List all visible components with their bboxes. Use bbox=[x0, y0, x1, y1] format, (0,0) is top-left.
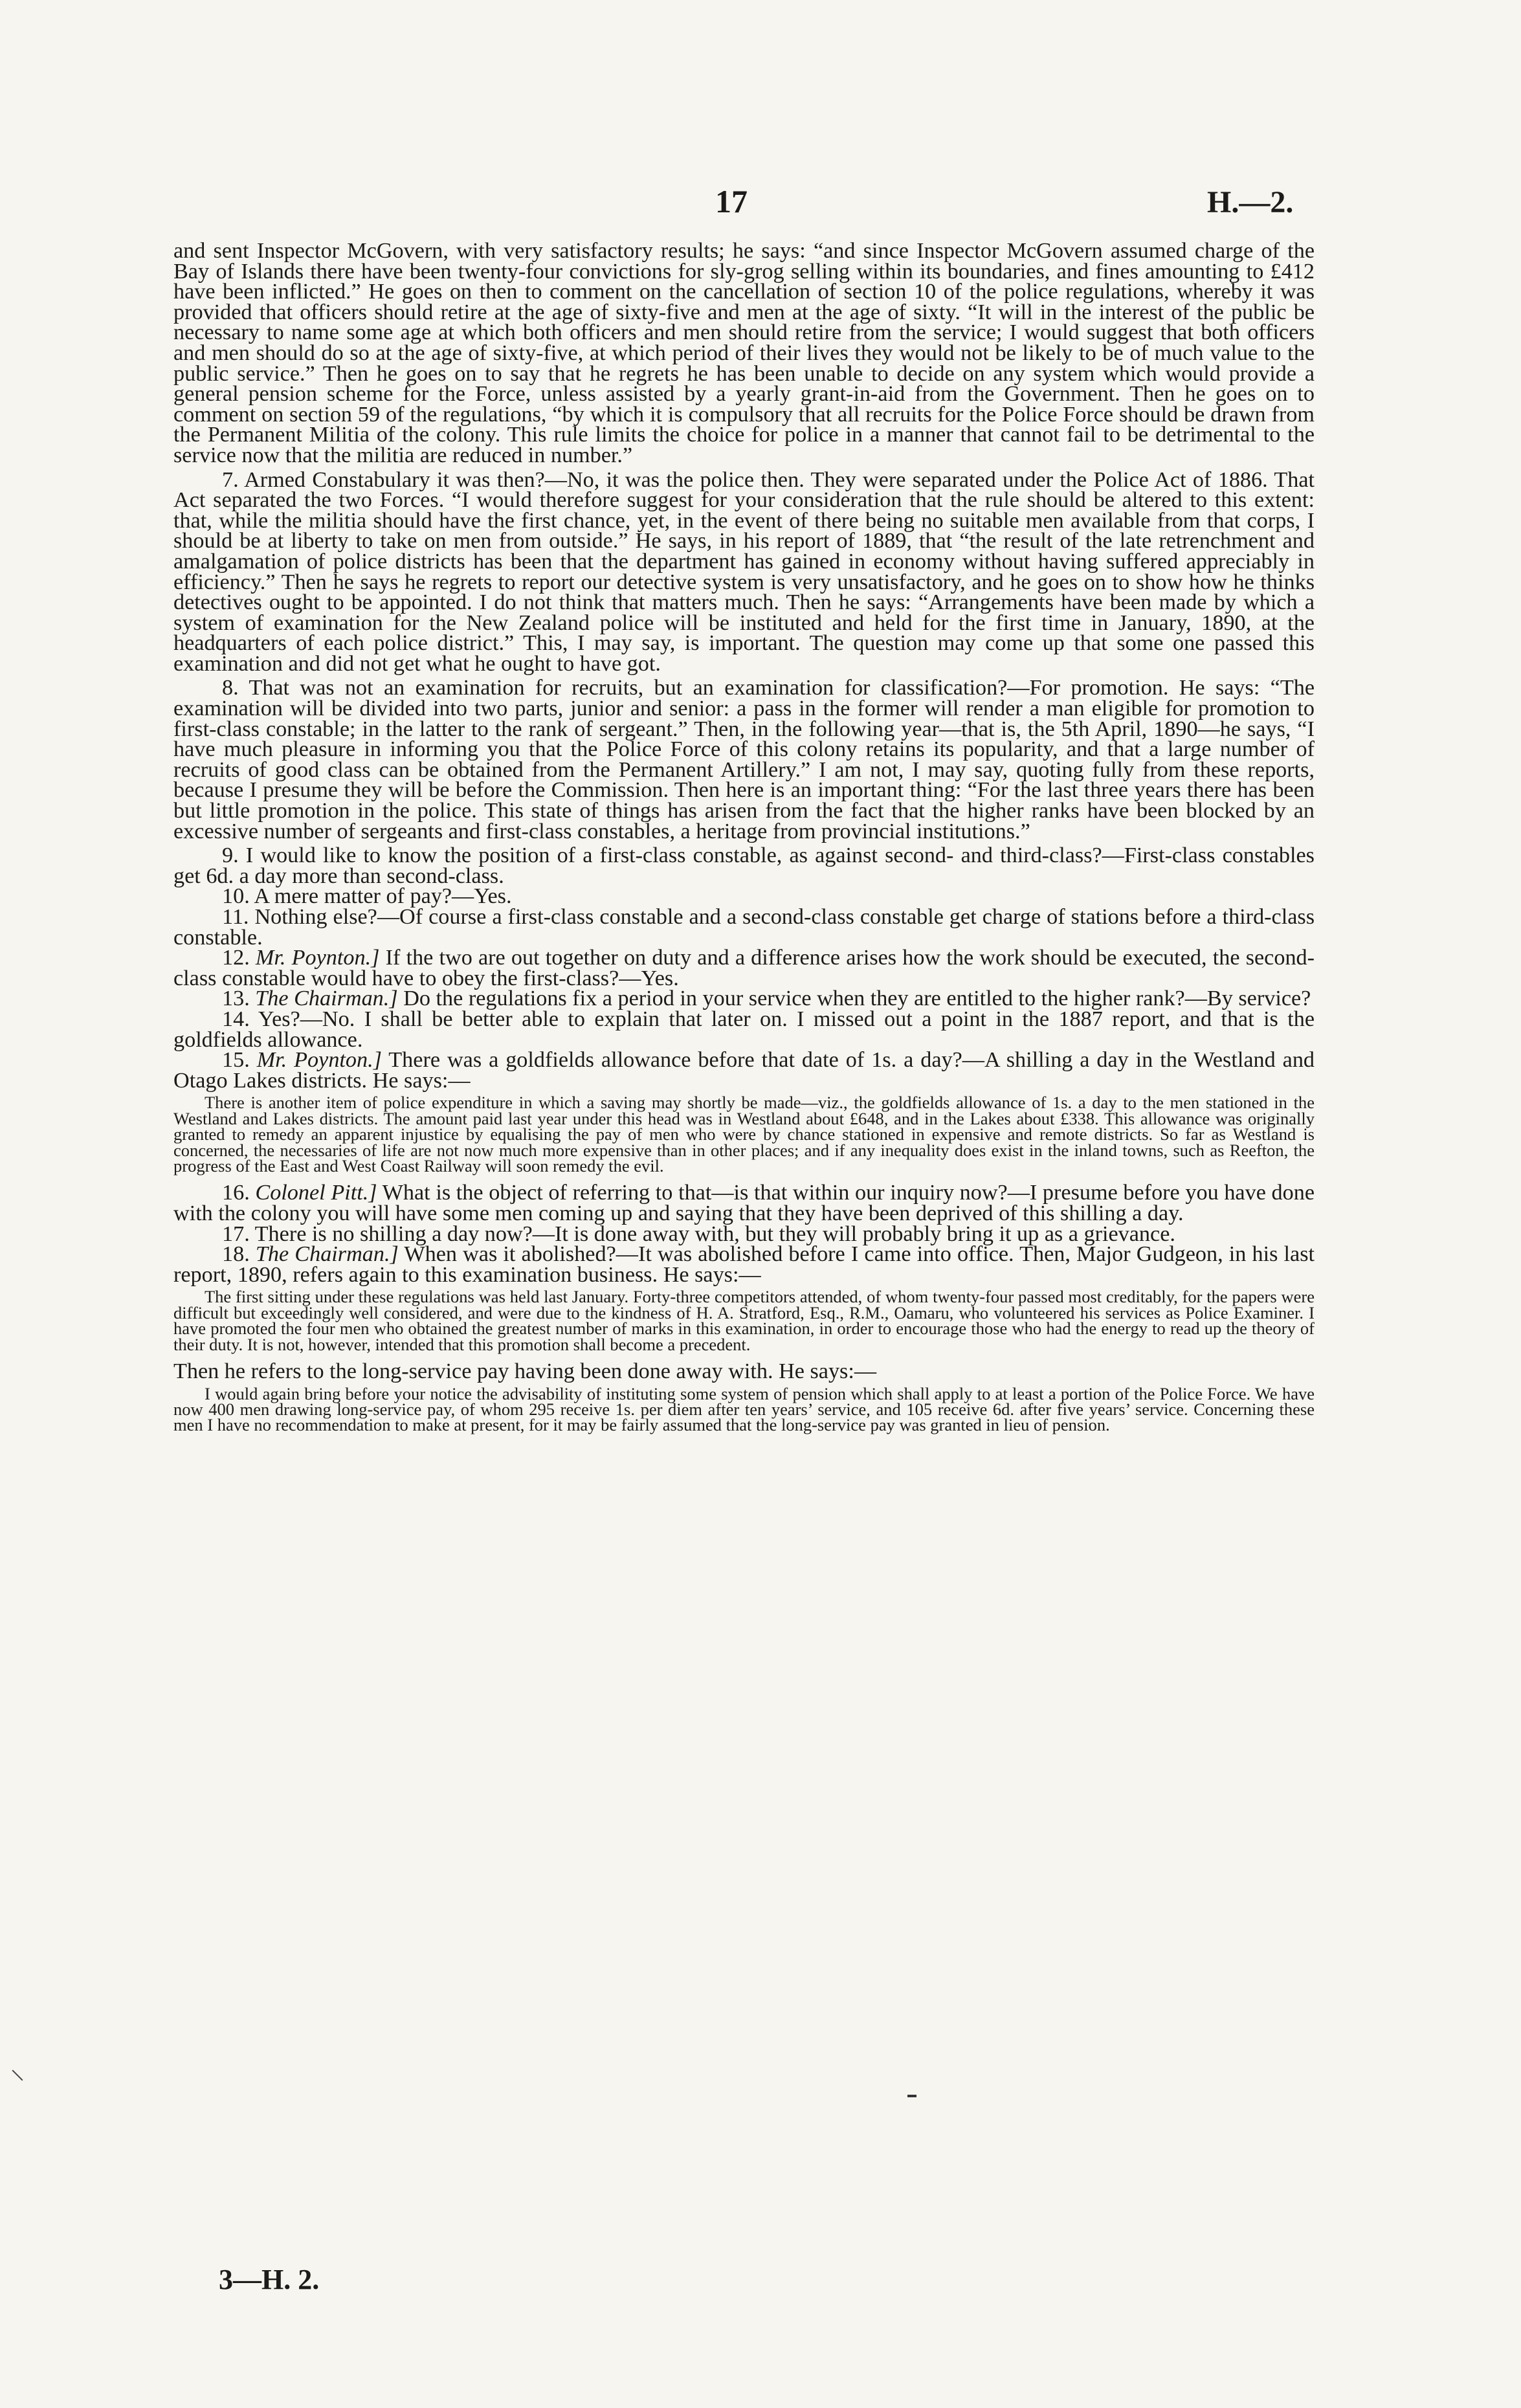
speaker-name: Mr. Poynton.] bbox=[256, 1048, 382, 1073]
margin-mark bbox=[12, 2070, 23, 2081]
dash-mark bbox=[907, 2095, 916, 2097]
paragraph-15 bbox=[173, 1050, 1315, 1091]
quoted-report-goldfields: There is another item of police expenditure in which a saving may shortly be made—viz., the goldfields allowance of 1s. a day to the men stationed in the Westland and Lakes districts. The amount paid last year under this head was in Westland about £648, and in the Lakes about £338. This allowance was originally granted to remedy an apparent injustice by equalising the pay of men who were by chance stationed in expensive and remote districts. So far as Westland is concerned, the necessaries of life are not now much more expensive than in other places; and if any inequality does exist in the inland towns, such as Reefton, the progress of the East and West Coast Railway will soon remedy the evil. bbox=[173, 1093, 1315, 1176]
paragraph-16-text: What is the object of referring to that—is that within our inquiry now?—I presume before you have done with the colony you will have some men coming up and saying that they have been deprived of this shilling a day. bbox=[173, 1181, 1315, 1225]
paragraph-12-text: If the two are out together on duty and a difference arises how the work should be executed, the second-class constable would have to obey the first-class?—Yes. bbox=[173, 946, 1315, 990]
paragraph-13 bbox=[173, 988, 1315, 1009]
signature-mark: 3—H. 2. bbox=[219, 2264, 320, 2295]
paragraph-13-text: Do the regulations fix a period in your service when they are entitled to the higher rank?—By service? bbox=[397, 987, 1311, 1011]
paragraph-12 bbox=[173, 948, 1315, 988]
paragraph-long-service: Then he refers to the long-service pay having been done away with. He says:— bbox=[173, 1359, 877, 1383]
paragraph-15-number: 15. bbox=[222, 1048, 257, 1073]
paragraph-continuation: and sent Inspector McGovern, with very satisfactory results; he says: “and since Inspector McGovern assumed charge of the Bay of Islands there have been twenty-four convictions for sly-grog selling within its boundaries, and fines amounting to £412 have been inflicted.” He goes on then to comment on the cancellation of section 10 of the police regulations, whereby it was provided that officers should retire at the age of sixty-five and men at the age of sixty. “It will in the interest of the public be necessary to name some age at which both officers and men should retire from the service; I would suggest that both officers and men should do so at the age of sixty-five, at which period of their lives they would not be likely to be of much value to the public service.” Then he goes on to say that he regrets he has been unable to decide on any system which would provide a general pension scheme for the Force, unless assisted by a yearly grant-in-aid from the Government. Then he goes on to comment on section 59 of the regulations, “by which it is compulsory that all recruits for the Police Force should be drawn from the Permanent Militia of the colony. This rule limits the choice for police in a manner that cannot fail to be detrimental to the service now that the militia are reduced in number.” bbox=[173, 239, 1315, 467]
speaker-name: Mr. Poynton.] bbox=[255, 946, 380, 970]
paragraph-16 bbox=[173, 1183, 1315, 1223]
body-text bbox=[173, 241, 1315, 1433]
paragraph-15-text: There was a goldfields allowance before that date of 1s. a day?—A shilling a day in the Westland and Otago Lakes districts. He says:— bbox=[173, 1048, 1315, 1093]
paragraph-7: 7. Armed Constabulary it was then?—No, it was the police then. They were separated under the Police Act of 1886. That Act separated the two Forces. “I would therefore suggest for your consideration that the rule should be altered to this extent: that, while the militia should have the first chance, yet, in the event of there being no suitable men available from that corps, I should be at liberty to take on men from outside.” He says, in his report of 1889, that “the result of the late retrenchment and amalgamation of police districts has been that the department has gained in economy without having suffered appreciably in efficiency.” Then he says he regrets to report our detective system is very unsatisfactory, and he goes on to show how he thinks detectives ought to be appointed. I do not think that matters much. Then he says: “Arrangements have been made by which a system of examination for the New Zealand police will be instituted and held for the first time in January, 1890, at the headquarters of each police district.” This, I may say, is important. The question may come up that some one passed this examination and did not get what he ought to have got. bbox=[173, 467, 1315, 676]
paragraph-16-number: 16. bbox=[222, 1181, 256, 1205]
paragraph-14: 14. Yes?—No. I shall be better able to explain that later on. I missed out a point in the 1887 report, and that is the goldfields allowance. bbox=[173, 1007, 1315, 1052]
speaker-name: Colonel Pitt.] bbox=[255, 1181, 377, 1205]
paragraph-18 bbox=[173, 1244, 1315, 1285]
paragraph-11: 11. Nothing else?—Of course a first-class constable and a second-class constable get charge of stations before a third-class constable. bbox=[173, 905, 1315, 950]
paragraph-8: 8. That was not an examination for recruits, but an examination for classification?—For promotion. He says: “The examination will be divided into two parts, junior and senior: a pass in the former will render a man eligible for promotion to first-class constable; in the latter to the rank of sergeant.” Then, in the following year—that is, the 5th April, 1890—he says, “I have much pleasure in informing you that the Police Force of this colony retains its popularity, and that a large number of recruits of good class can be obtained from the Permanent Artillery.” I am not, I may say, quoting fully from these reports, because I presume they will be before the Commission. Then here is an important thing: “For the last three years there has been but little promotion in the police. This state of things has arisen from the fact that the higher ranks have been blocked by an excessive number of sergeants and first-class constables, a heritage from provincial institutions.” bbox=[173, 676, 1315, 843]
document-reference: H.—2. bbox=[1207, 185, 1294, 219]
quoted-report-pension: I would again bring before your notice the advisability of instituting some system of pension which shall apply to at least a portion of the Police Force. We have now 400 men drawing long-service pay, of whom 295 receive 1s. per diem after ten years’ service, and 105 receive 6d. after five years’ service. Concerning these men I have no recommendation to make at present, for it may be fairly assumed that the long-service pay was granted in lieu of pension. bbox=[173, 1383, 1315, 1435]
paragraph-10: 10. A mere matter of pay?—Yes. bbox=[222, 884, 512, 909]
paragraph-9: 9. I would like to know the position of a first-class constable, as against second- and third-class?—First-class constables get 6d. a day more than second-class. bbox=[173, 843, 1315, 888]
paragraph-13-number: 13. bbox=[222, 987, 256, 1011]
paragraph-17: 17. There is no shilling a day now?—It is done away with, but they will probably bring it up as a grievance. bbox=[222, 1221, 1175, 1246]
page-number: 17 bbox=[715, 183, 748, 219]
paragraph-12-number: 12. bbox=[222, 946, 256, 970]
quoted-report-examination: The first sitting under these regulations was held last January. Forty-three competitors attended, of whom twenty-four passed most creditably, for the papers were difficult but exceedingly well considered, and were due to the kindness of H. A. Stratford, Esq., R.M., Oamaru, who volunteered his services as Police Examiner. I have promoted the four men who obtained the greatest number of marks in this examination, in order to encourage those who had the energy to read up the theory of their duty. It is not, however, intended that this promotion shall become a precedent. bbox=[173, 1287, 1315, 1354]
speaker-name: The Chairman.] bbox=[255, 987, 398, 1011]
speaker-name: The Chairman.] bbox=[255, 1242, 399, 1267]
paragraph-18-text: When was it abolished?—It was abolished before I came into office. Then, Major Gudgeon, in his last report, 1890, refers again to this examination business. He says:— bbox=[173, 1242, 1315, 1287]
paragraph-18-number: 18. bbox=[222, 1242, 256, 1267]
